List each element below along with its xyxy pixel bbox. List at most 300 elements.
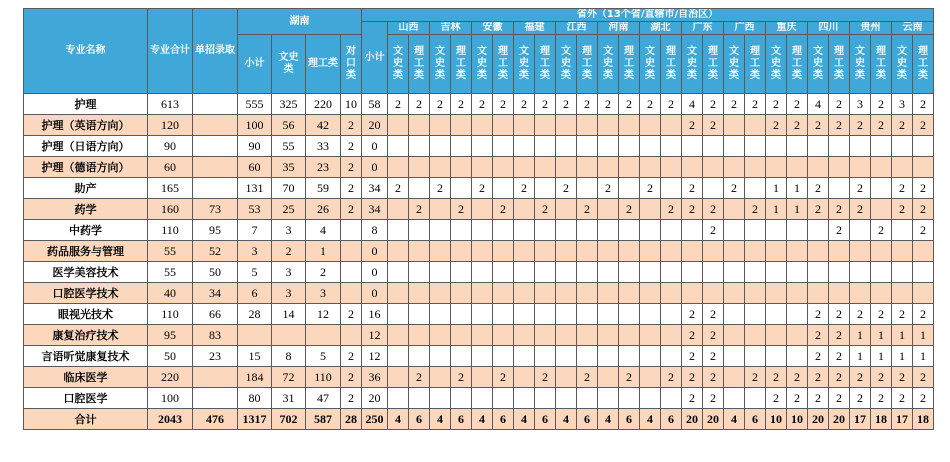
header-li: 理工类 bbox=[577, 35, 598, 94]
row-cell: 100 bbox=[148, 388, 193, 409]
row-cell bbox=[619, 325, 640, 346]
row-cell bbox=[556, 115, 577, 136]
row-cell: 2 bbox=[577, 199, 598, 220]
row-cell bbox=[913, 136, 934, 157]
row-cell bbox=[619, 262, 640, 283]
row-cell bbox=[535, 388, 556, 409]
row-cell: 72 bbox=[272, 367, 306, 388]
row-cell: 2 bbox=[535, 367, 556, 388]
row-cell bbox=[661, 283, 682, 304]
row-cell bbox=[388, 367, 409, 388]
row-cell: 18 bbox=[871, 409, 892, 430]
row-cell bbox=[430, 283, 451, 304]
row-cell bbox=[388, 325, 409, 346]
row-cell bbox=[514, 199, 535, 220]
row-cell: 4 bbox=[808, 94, 829, 115]
row-cell bbox=[193, 94, 238, 115]
row-cell bbox=[829, 157, 850, 178]
row-cell bbox=[808, 136, 829, 157]
row-cell: 1 bbox=[787, 178, 808, 199]
row-cell: 2 bbox=[850, 178, 871, 199]
row-cell bbox=[640, 325, 661, 346]
row-cell bbox=[682, 283, 703, 304]
row-cell: 2 bbox=[703, 325, 724, 346]
table-row bbox=[24, 262, 934, 283]
row-cell bbox=[661, 325, 682, 346]
row-cell: 2 bbox=[913, 94, 934, 115]
row-cell: 2 bbox=[913, 367, 934, 388]
row-cell bbox=[850, 241, 871, 262]
row-cell bbox=[535, 241, 556, 262]
row-cell: 2 bbox=[661, 367, 682, 388]
row-cell: 2 bbox=[703, 220, 724, 241]
row-cell bbox=[451, 283, 472, 304]
header-wen: 文史类 bbox=[598, 35, 619, 94]
row-cell bbox=[409, 157, 430, 178]
row-cell bbox=[556, 136, 577, 157]
table-row bbox=[24, 199, 934, 220]
row-cell bbox=[829, 262, 850, 283]
row-cell: 12 bbox=[306, 304, 341, 325]
row-cell: 2 bbox=[598, 178, 619, 199]
row-cell bbox=[850, 283, 871, 304]
row-cell bbox=[514, 220, 535, 241]
row-cell: 2 bbox=[682, 325, 703, 346]
header-province: 贵州 bbox=[850, 22, 892, 35]
row-cell bbox=[577, 304, 598, 325]
row-cell bbox=[892, 241, 913, 262]
row-major-name: 眼视光技术 bbox=[24, 304, 148, 325]
row-cell: 184 bbox=[238, 367, 272, 388]
row-cell: 2 bbox=[850, 199, 871, 220]
row-cell bbox=[682, 220, 703, 241]
row-cell bbox=[640, 136, 661, 157]
row-cell: 2 bbox=[913, 220, 934, 241]
row-cell bbox=[493, 304, 514, 325]
row-cell: 20 bbox=[682, 409, 703, 430]
row-cell bbox=[577, 220, 598, 241]
row-cell: 2 bbox=[808, 304, 829, 325]
row-cell: 28 bbox=[238, 304, 272, 325]
header-wen: 文史类 bbox=[682, 35, 703, 94]
row-cell bbox=[661, 388, 682, 409]
row-cell bbox=[451, 304, 472, 325]
row-cell: 2 bbox=[661, 199, 682, 220]
row-cell bbox=[430, 304, 451, 325]
row-cell: 476 bbox=[193, 409, 238, 430]
row-cell: 110 bbox=[148, 304, 193, 325]
row-cell: 2 bbox=[724, 178, 745, 199]
row-cell bbox=[388, 199, 409, 220]
row-cell: 220 bbox=[306, 94, 341, 115]
row-cell bbox=[850, 157, 871, 178]
row-cell bbox=[724, 304, 745, 325]
row-cell: 120 bbox=[148, 115, 193, 136]
header-hunan-sub: 小计 bbox=[238, 35, 272, 94]
row-cell bbox=[493, 136, 514, 157]
table-row bbox=[24, 220, 934, 241]
row-cell bbox=[619, 241, 640, 262]
row-cell: 2 bbox=[640, 178, 661, 199]
row-cell bbox=[451, 388, 472, 409]
row-cell: 2 bbox=[341, 346, 362, 367]
row-cell bbox=[514, 262, 535, 283]
row-cell: 3 bbox=[306, 283, 341, 304]
row-cell: 2 bbox=[430, 178, 451, 199]
row-cell bbox=[745, 325, 766, 346]
row-cell bbox=[787, 304, 808, 325]
row-cell: 2 bbox=[341, 304, 362, 325]
row-cell bbox=[682, 262, 703, 283]
row-cell: 2 bbox=[808, 367, 829, 388]
row-cell: 2 bbox=[682, 346, 703, 367]
admission-plan-table-wrapper bbox=[23, 8, 930, 430]
row-cell bbox=[661, 304, 682, 325]
row-cell: 90 bbox=[238, 136, 272, 157]
row-cell: 6 bbox=[745, 409, 766, 430]
row-cell bbox=[661, 157, 682, 178]
header-wen: 文史类 bbox=[892, 35, 913, 94]
row-cell bbox=[892, 157, 913, 178]
row-major-name: 合计 bbox=[24, 409, 148, 430]
row-cell bbox=[766, 136, 787, 157]
row-cell: 1 bbox=[306, 241, 341, 262]
row-cell bbox=[535, 157, 556, 178]
row-cell bbox=[640, 115, 661, 136]
row-cell bbox=[472, 388, 493, 409]
table-row bbox=[24, 283, 934, 304]
row-cell: 10 bbox=[341, 94, 362, 115]
row-cell bbox=[766, 283, 787, 304]
header-li: 理工类 bbox=[871, 35, 892, 94]
row-cell bbox=[787, 283, 808, 304]
row-cell bbox=[640, 283, 661, 304]
row-cell: 2 bbox=[829, 325, 850, 346]
row-cell bbox=[640, 388, 661, 409]
table-row bbox=[24, 157, 934, 178]
row-cell bbox=[472, 346, 493, 367]
row-cell bbox=[451, 115, 472, 136]
row-cell bbox=[451, 262, 472, 283]
row-major-name: 护理（德语方向） bbox=[24, 157, 148, 178]
row-cell: 100 bbox=[238, 115, 272, 136]
row-cell: 6 bbox=[661, 409, 682, 430]
row-cell bbox=[913, 262, 934, 283]
row-cell: 8 bbox=[272, 346, 306, 367]
row-cell bbox=[514, 115, 535, 136]
row-cell bbox=[577, 283, 598, 304]
row-cell: 4 bbox=[306, 220, 341, 241]
row-cell: 20 bbox=[703, 409, 724, 430]
row-cell: 25 bbox=[272, 199, 306, 220]
header-province: 江西 bbox=[556, 22, 598, 35]
row-cell: 2 bbox=[892, 388, 913, 409]
row-cell bbox=[619, 178, 640, 199]
row-cell: 3 bbox=[272, 283, 306, 304]
header-wen: 文史类 bbox=[514, 35, 535, 94]
row-cell: 42 bbox=[306, 115, 341, 136]
row-cell bbox=[193, 367, 238, 388]
header-province: 云南 bbox=[892, 22, 934, 35]
row-cell bbox=[871, 178, 892, 199]
row-cell bbox=[892, 283, 913, 304]
row-cell: 2 bbox=[341, 199, 362, 220]
row-cell bbox=[556, 241, 577, 262]
row-cell bbox=[640, 241, 661, 262]
header-province: 广东 bbox=[682, 22, 724, 35]
row-cell bbox=[829, 283, 850, 304]
row-cell: 2 bbox=[682, 304, 703, 325]
admission-plan-table bbox=[23, 8, 934, 430]
header-province: 安徽 bbox=[472, 22, 514, 35]
row-cell: 1 bbox=[766, 199, 787, 220]
row-cell bbox=[451, 157, 472, 178]
row-cell bbox=[556, 304, 577, 325]
row-cell: 2 bbox=[766, 367, 787, 388]
row-cell bbox=[766, 262, 787, 283]
header-single: 单招录取 bbox=[193, 9, 238, 94]
row-cell: 12 bbox=[362, 346, 388, 367]
row-cell: 14 bbox=[272, 304, 306, 325]
row-cell bbox=[808, 283, 829, 304]
table-row bbox=[24, 178, 934, 199]
row-cell: 16 bbox=[362, 304, 388, 325]
row-cell bbox=[388, 388, 409, 409]
row-cell: 702 bbox=[272, 409, 306, 430]
header-li: 理工类 bbox=[829, 35, 850, 94]
row-cell: 1317 bbox=[238, 409, 272, 430]
row-cell: 28 bbox=[341, 409, 362, 430]
row-cell bbox=[577, 157, 598, 178]
row-major-name: 口腔医学 bbox=[24, 388, 148, 409]
row-cell: 59 bbox=[306, 178, 341, 199]
row-cell: 4 bbox=[556, 409, 577, 430]
row-cell bbox=[430, 220, 451, 241]
row-cell: 2 bbox=[787, 367, 808, 388]
row-cell: 2 bbox=[808, 178, 829, 199]
row-cell bbox=[577, 241, 598, 262]
row-cell bbox=[745, 262, 766, 283]
row-cell: 20 bbox=[362, 115, 388, 136]
row-cell bbox=[850, 220, 871, 241]
row-cell: 1 bbox=[850, 325, 871, 346]
table-row bbox=[24, 346, 934, 367]
row-cell bbox=[430, 346, 451, 367]
table-row bbox=[24, 367, 934, 388]
row-cell bbox=[640, 199, 661, 220]
row-cell: 2 bbox=[430, 94, 451, 115]
row-cell bbox=[724, 136, 745, 157]
row-cell bbox=[703, 241, 724, 262]
row-cell: 4 bbox=[598, 409, 619, 430]
header-li: 理工类 bbox=[619, 35, 640, 94]
row-cell: 2 bbox=[703, 388, 724, 409]
row-cell bbox=[514, 367, 535, 388]
row-cell: 2 bbox=[829, 199, 850, 220]
row-cell: 50 bbox=[148, 346, 193, 367]
row-cell bbox=[577, 346, 598, 367]
row-cell bbox=[850, 262, 871, 283]
row-cell bbox=[430, 367, 451, 388]
row-cell: 31 bbox=[272, 388, 306, 409]
row-cell bbox=[472, 304, 493, 325]
row-cell bbox=[409, 388, 430, 409]
row-cell: 2 bbox=[871, 115, 892, 136]
row-cell: 23 bbox=[193, 346, 238, 367]
row-cell bbox=[745, 115, 766, 136]
row-cell: 2 bbox=[787, 115, 808, 136]
row-cell: 35 bbox=[272, 157, 306, 178]
row-cell: 2 bbox=[409, 367, 430, 388]
row-cell bbox=[892, 262, 913, 283]
row-cell bbox=[871, 241, 892, 262]
row-cell: 2 bbox=[409, 94, 430, 115]
header-wen: 文史类 bbox=[640, 35, 661, 94]
row-cell: 2 bbox=[787, 94, 808, 115]
row-cell bbox=[787, 346, 808, 367]
header-wen: 文史类 bbox=[430, 35, 451, 94]
row-cell bbox=[409, 241, 430, 262]
row-cell bbox=[766, 346, 787, 367]
row-cell: 131 bbox=[238, 178, 272, 199]
header-li: 理工类 bbox=[745, 35, 766, 94]
header-li: 理工类 bbox=[661, 35, 682, 94]
row-cell: 2 bbox=[829, 367, 850, 388]
row-cell bbox=[556, 346, 577, 367]
row-cell: 2 bbox=[341, 115, 362, 136]
row-cell bbox=[787, 220, 808, 241]
row-cell bbox=[619, 283, 640, 304]
row-cell bbox=[388, 241, 409, 262]
row-cell bbox=[661, 262, 682, 283]
row-major-name: 药学 bbox=[24, 199, 148, 220]
row-cell: 2 bbox=[493, 367, 514, 388]
row-cell bbox=[913, 241, 934, 262]
row-cell: 3 bbox=[272, 220, 306, 241]
row-cell bbox=[598, 157, 619, 178]
header-wen: 文史类 bbox=[388, 35, 409, 94]
row-major-name: 护理（英语方向） bbox=[24, 115, 148, 136]
table-row bbox=[24, 136, 934, 157]
header-hunan-sub: 对口类 bbox=[341, 35, 362, 94]
row-cell: 26 bbox=[306, 199, 341, 220]
row-cell bbox=[472, 262, 493, 283]
row-cell bbox=[787, 241, 808, 262]
row-cell: 1 bbox=[871, 346, 892, 367]
row-cell bbox=[472, 157, 493, 178]
row-cell bbox=[577, 388, 598, 409]
header-province: 河南 bbox=[598, 22, 640, 35]
row-cell: 2 bbox=[724, 94, 745, 115]
row-cell bbox=[766, 241, 787, 262]
row-cell bbox=[724, 220, 745, 241]
row-cell: 5 bbox=[238, 262, 272, 283]
row-cell: 2 bbox=[703, 304, 724, 325]
row-cell: 6 bbox=[451, 409, 472, 430]
row-cell bbox=[871, 283, 892, 304]
row-cell bbox=[787, 157, 808, 178]
row-cell: 4 bbox=[682, 94, 703, 115]
row-cell: 6 bbox=[535, 409, 556, 430]
row-cell bbox=[619, 304, 640, 325]
header-li: 理工类 bbox=[409, 35, 430, 94]
row-cell bbox=[745, 304, 766, 325]
row-cell bbox=[703, 283, 724, 304]
table-row bbox=[24, 241, 934, 262]
row-cell bbox=[598, 220, 619, 241]
row-cell bbox=[808, 220, 829, 241]
row-cell: 2 bbox=[871, 388, 892, 409]
row-cell bbox=[472, 220, 493, 241]
row-major-name: 药品服务与管理 bbox=[24, 241, 148, 262]
row-cell: 2 bbox=[514, 178, 535, 199]
row-cell bbox=[724, 367, 745, 388]
row-cell: 1 bbox=[892, 325, 913, 346]
row-cell: 20 bbox=[362, 388, 388, 409]
row-cell bbox=[514, 346, 535, 367]
row-cell: 1 bbox=[892, 346, 913, 367]
row-cell bbox=[535, 136, 556, 157]
header-total: 专业合计 bbox=[148, 9, 193, 94]
row-cell: 4 bbox=[514, 409, 535, 430]
header-hunan-sub: 理工类 bbox=[306, 35, 341, 94]
row-cell bbox=[724, 325, 745, 346]
header-row-1 bbox=[24, 9, 934, 22]
row-major-name: 中药学 bbox=[24, 220, 148, 241]
row-cell bbox=[472, 136, 493, 157]
header-province: 湖北 bbox=[640, 22, 682, 35]
row-cell: 60 bbox=[148, 157, 193, 178]
row-cell: 2 bbox=[682, 388, 703, 409]
row-cell: 8 bbox=[362, 220, 388, 241]
header-li: 理工类 bbox=[451, 35, 472, 94]
row-cell bbox=[829, 178, 850, 199]
header-province: 四川 bbox=[808, 22, 850, 35]
row-cell bbox=[493, 241, 514, 262]
row-cell bbox=[766, 220, 787, 241]
row-cell bbox=[306, 325, 341, 346]
row-cell bbox=[493, 220, 514, 241]
row-cell bbox=[745, 220, 766, 241]
row-major-name: 临床医学 bbox=[24, 367, 148, 388]
header-province: 广西 bbox=[724, 22, 766, 35]
row-major-name: 口腔医学技术 bbox=[24, 283, 148, 304]
row-cell: 55 bbox=[272, 136, 306, 157]
row-cell bbox=[577, 178, 598, 199]
row-cell bbox=[535, 283, 556, 304]
row-cell bbox=[724, 241, 745, 262]
row-cell bbox=[724, 157, 745, 178]
row-cell bbox=[388, 136, 409, 157]
row-cell bbox=[472, 115, 493, 136]
row-cell bbox=[556, 220, 577, 241]
row-cell: 2 bbox=[451, 367, 472, 388]
row-cell bbox=[598, 325, 619, 346]
row-cell: 17 bbox=[892, 409, 913, 430]
row-cell: 220 bbox=[148, 367, 193, 388]
row-cell: 2 bbox=[682, 178, 703, 199]
table-row bbox=[24, 115, 934, 136]
row-cell: 2 bbox=[871, 367, 892, 388]
row-cell bbox=[745, 241, 766, 262]
header-province: 福建 bbox=[514, 22, 556, 35]
row-cell: 2 bbox=[640, 94, 661, 115]
row-cell: 3 bbox=[272, 262, 306, 283]
row-cell bbox=[451, 220, 472, 241]
row-cell bbox=[598, 283, 619, 304]
row-cell: 3 bbox=[850, 94, 871, 115]
row-cell bbox=[598, 262, 619, 283]
